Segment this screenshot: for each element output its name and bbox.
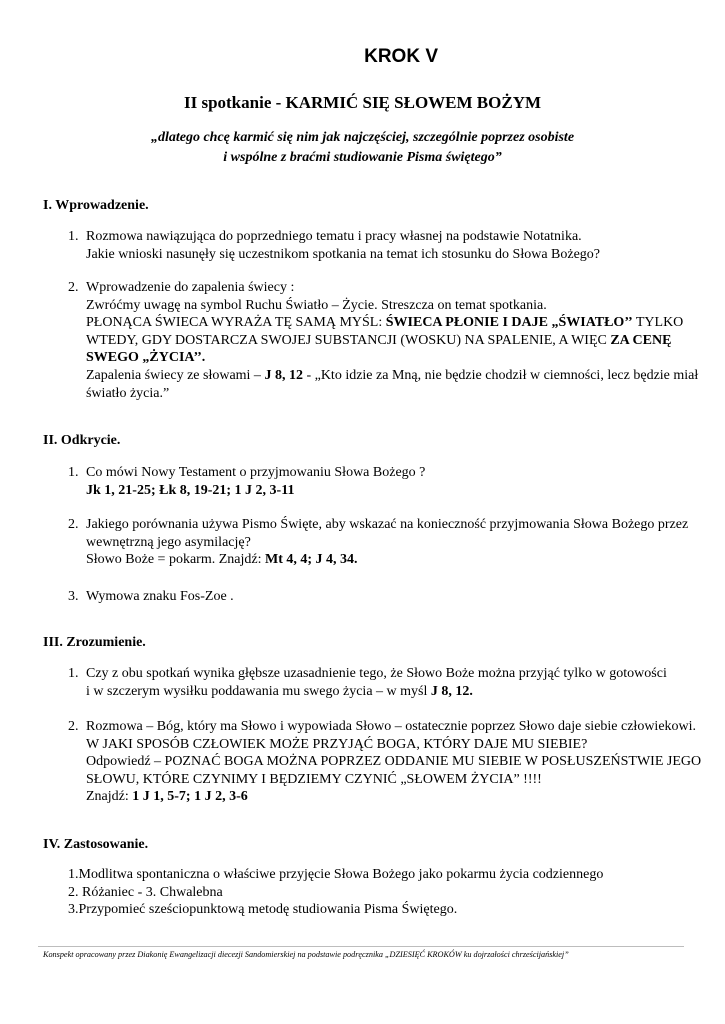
bold-line: SWEGO „ŻYCIA’’. bbox=[86, 350, 206, 366]
bible-reference: 1 J 1, 5-7; 1 J 2, 3-6 bbox=[132, 789, 248, 805]
text-line: Słowo Boże = pokarm. Znajdź: Mt 4, 4; J 4, 34. bbox=[86, 552, 358, 568]
section-heading-application: IV. Zastosowanie. bbox=[43, 837, 149, 852]
text-line: Wprowadzenie do zapalenia świecy : bbox=[86, 280, 295, 295]
discovery-item-1 bbox=[68, 464, 708, 499]
list-number: 1. bbox=[68, 465, 79, 480]
bold-phrase: ŚWIECA PŁONIE I DAJE „ŚWIATŁO’’ bbox=[385, 315, 633, 331]
motto-quote bbox=[0, 128, 725, 168]
discovery-item-2 bbox=[68, 516, 708, 569]
section-heading-understanding: III. Zrozumienie. bbox=[43, 635, 146, 650]
list-number: 3. bbox=[68, 589, 79, 604]
text-line: PŁONĄCA ŚWIECA WYRAŻA TĘ SAMĄ MYŚL: ŚWIECA PŁONIE I DAJE „ŚWIATŁO’’ TYLKO bbox=[86, 315, 684, 331]
section-heading-intro: I. Wprowadzenie. bbox=[43, 198, 149, 213]
motto-line-2: i wspólne z braćmi studiowanie Pisma świętego” bbox=[223, 150, 502, 165]
text-line: światło życia.” bbox=[86, 385, 170, 401]
list-number: 2. bbox=[68, 719, 79, 734]
text-line: Zwróćmy uwagę na symbol Ruchu Światło – Życie. Streszcza on temat spotkania. bbox=[86, 297, 547, 313]
text-line: WTEDY, GDY DOSTARCZA SWOJEJ SUBSTANCJI (WOSKU) NA SPALENIE, A WIĘC ZA CENĘ bbox=[86, 332, 672, 348]
list-item: 1.Modlitwa spontaniczna o właściwe przyjęcie Słowa Bożego jako pokarmu życia codziennego bbox=[68, 867, 604, 882]
footer-note: Konspekt opracowany przez Diakonię Ewangelizacji diecezji Sandomierskiej na podstawie podręcznika „DZIESIĘĆ KROKÓW ku dojrzałości chrześcijańskiej” bbox=[43, 950, 569, 959]
bible-reference: J 8, 12. bbox=[430, 683, 473, 699]
bold-phrase: ZA CENĘ bbox=[610, 332, 672, 348]
list-item: 2. Różaniec - 3. Chwalebna bbox=[68, 884, 223, 900]
bible-reference: Jk 1, 21-25; Łk 8, 19-21; 1 J 2, 3-11 bbox=[86, 482, 295, 498]
list-number: 2. bbox=[68, 280, 79, 295]
bible-reference: J 8, 12 bbox=[264, 367, 303, 383]
text-line: wewnętrzną jego asymilację? bbox=[86, 534, 251, 550]
text-line: Zapalenia świecy ze słowami – J 8, 12 - „Kto idzie za Mną, nie będzie chodził w ciemności, lecz będzie miał bbox=[86, 367, 699, 383]
text-line: Wymowa znaku Fos-Zoe . bbox=[86, 589, 234, 604]
text-line: i w szczerym wysiłku poddawania mu swego życia – w myśl J 8, 12. bbox=[86, 683, 473, 699]
text-line: Rozmowa nawiązująca do poprzedniego tematu i pracy własnej na podstawie Notatnika. bbox=[86, 229, 582, 244]
text-line: Znajdź: 1 J 1, 5-7; 1 J 2, 3-6 bbox=[86, 789, 248, 805]
list-number: 1. bbox=[68, 666, 79, 681]
document-title: KROK V bbox=[364, 46, 438, 67]
intro-item-2 bbox=[68, 279, 708, 402]
text-line: Jakiego porównania używa Pismo Święte, aby wskazać na konieczność przyjmowania Słowa Bożego przez bbox=[86, 517, 689, 532]
text-line: Co mówi Nowy Testament o przyjmowaniu Słowa Bożego ? bbox=[86, 465, 426, 480]
motto-line-1: „dlatego chcę karmić się nim jak najczęściej, szczególnie poprzez osobiste bbox=[150, 130, 575, 145]
text-line: Odpowiedź – POZNAĆ BOGA MOŻNA POPRZEZ ODDANIE MU SIEBIE W POSŁUSZEŃSTWIE JEGO bbox=[86, 754, 702, 770]
understanding-item-1 bbox=[68, 665, 708, 700]
list-number: 1. bbox=[68, 229, 79, 244]
list-item: 3.Przypomieć sześciopunktową metodę studiowania Pisma Świętego. bbox=[68, 902, 458, 918]
text-line: Czy z obu spotkań wynika głębsze uzasadnienie tego, że Słowo Boże można przyjąć tylko w gotowości bbox=[86, 666, 667, 681]
text-line: Jakie wnioski nasunęły się uczestnikom spotkania na temat ich stosunku do Słowa Bożego? bbox=[86, 246, 601, 262]
intro-item-1 bbox=[68, 228, 708, 263]
discovery-item-3 bbox=[68, 588, 708, 606]
footer-divider bbox=[38, 946, 684, 947]
text-line: Rozmowa – Bóg, który ma Słowo i wypowiada Słowo – ostatecznie poprzez Słowo daje siebie człowiekowi. bbox=[86, 719, 697, 734]
text-line: W JAKI SPOSÓB CZŁOWIEK MOŻE PRZYJĄĆ BOGA, KTÓRY DAJE MU SIEBIE? bbox=[86, 736, 588, 752]
bible-reference: Mt 4, 4; J 4, 34. bbox=[264, 552, 358, 568]
text-line: SŁOWU, KTÓRE CZYNIMY I BĘDZIEMY CZYNIĆ „SŁOWEM ŻYCIA” !!!! bbox=[86, 771, 542, 787]
section-heading-discovery: II. Odkrycie. bbox=[43, 433, 121, 448]
list-number: 2. bbox=[68, 517, 79, 532]
understanding-item-2 bbox=[68, 718, 708, 806]
application-list bbox=[68, 866, 708, 919]
document-subtitle: II spotkanie - KARMIĆ SIĘ SŁOWEM BOŻYM bbox=[183, 93, 542, 112]
